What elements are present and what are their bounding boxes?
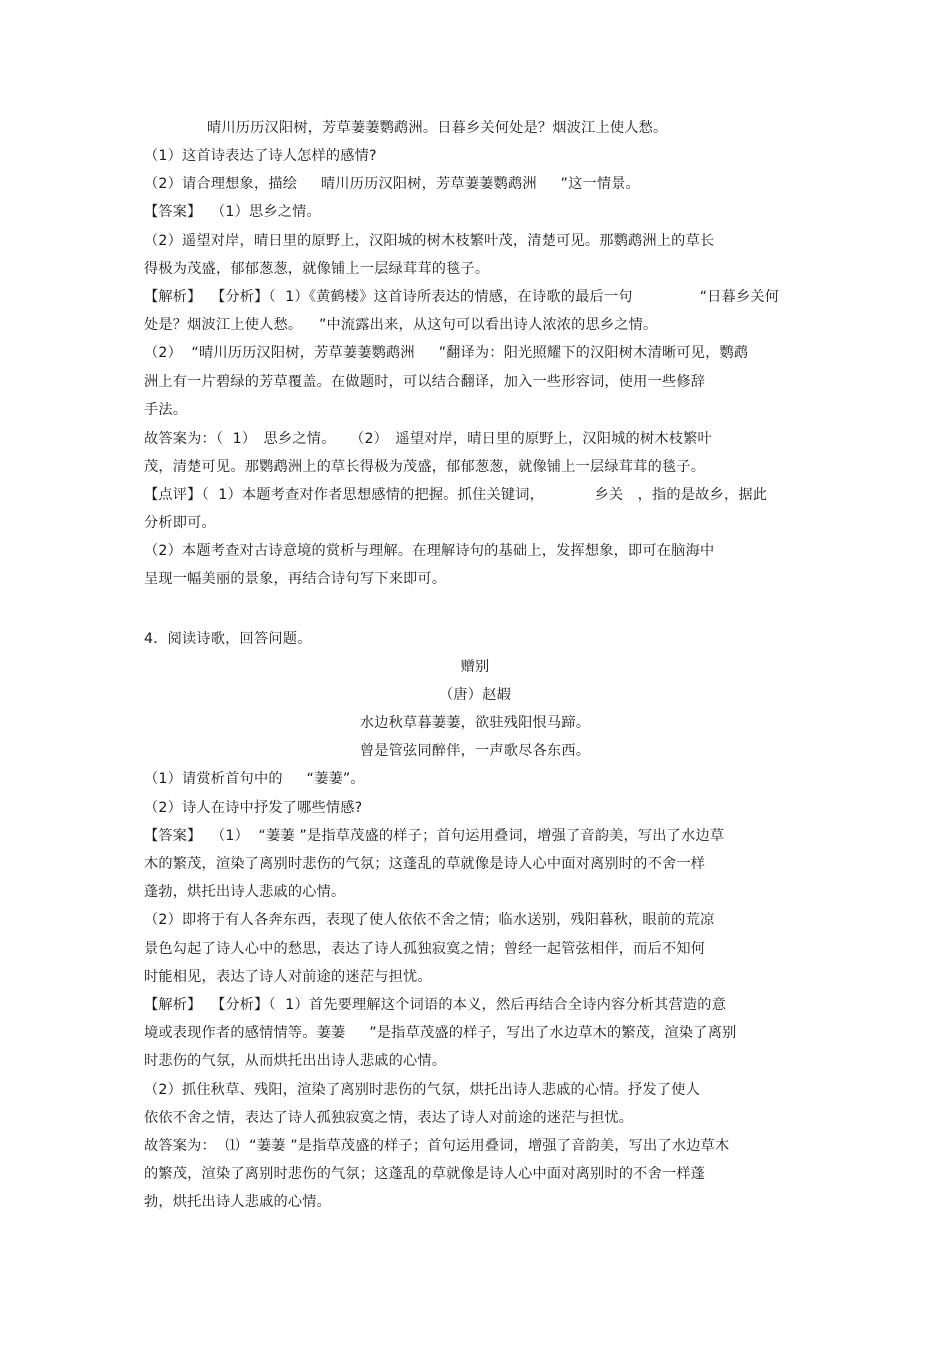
- final-answer-line: 勃，烘托出诗人悲戚的心情。: [144, 1194, 332, 1210]
- answer-line: 得极为茂盛，郁郁葱葱，就像铺上一层绿茸茸的毯子。: [144, 261, 490, 277]
- answer-line: （2）即将于有人各奔东西，表现了使人依依不舍之情；临水送别，残阳暮秋，眼前的荒凉: [144, 912, 715, 928]
- comment-line: 【点评】（ 1）本题考查对作者思想感情的把握。抓住关键词， 乡关 ，指的是故乡，据此: [144, 487, 768, 503]
- poem-title: 赠别: [460, 659, 490, 675]
- analysis-line: 手法。: [144, 402, 188, 418]
- answer-line: 时能相见，表达了诗人对前途的迷茫与担忧。: [144, 969, 432, 985]
- final-answer-line: 故答案为：（ 1） 思乡之情。 （2） 遥望对岸，晴日里的原野上，汉阳城的树木枝繁叶: [144, 431, 712, 447]
- analysis-line: 【解析】 【分析】（ 1）首先要理解这个词语的本义，然后再结合全诗内容分析其营造的意: [144, 997, 727, 1013]
- sub-question-1: （1）请赏析首句中的 “萋萋”。: [144, 771, 365, 787]
- sub-question-2: （2）诗人在诗中抒发了哪些情感?: [144, 800, 363, 816]
- answer-line: 木的繁茂，渲染了离别时悲伤的气氛；这蓬乱的草就像是诗人心中面对离别时的不舍一样: [144, 856, 706, 872]
- sub-question-2: （2）请合理想象，描绘 晴川历历汉阳树，芳草萋萋鹦鹉洲 ”这一情景。: [144, 176, 641, 192]
- analysis-line: （2）抓住秋草、残阳，渲染了离别时悲伤的气氛，烘托出诗人悲戚的心情。抒发了使人: [144, 1082, 700, 1098]
- analysis-line: 依依不舍之情，表达了诗人孤独寂寞之情，表达了诗人对前途的迷茫与担忧。: [144, 1110, 634, 1126]
- comment-line: 分析即可。: [144, 515, 216, 531]
- analysis-line: 洲上有一片碧绿的芳草覆盖。在做题时，可以结合翻译，加入一些形容词，使用一些修辞: [144, 374, 706, 390]
- analysis-line: 时悲伤的气氛，从而烘托出出诗人悲戚的心情。: [144, 1053, 447, 1069]
- analysis-line: （2） “晴川历历汉阳树，芳草萋萋鹦鹉洲 ”翻译为：阳光照耀下的汉阳树木清晰可见，鹦鹉: [144, 345, 749, 361]
- poem-author: （唐）赵嘏: [439, 687, 511, 703]
- analysis-line: 处是？烟波江上使人愁。 ”中流露出来，从这句可以看出诗人浓浓的思乡之情。: [144, 317, 658, 333]
- sub-question-1: （1）这首诗表达了诗人怎样的感情?: [144, 148, 377, 164]
- answer-line: （2）遥望对岸，晴日里的原野上，汉阳城的树木枝繁叶茂，清楚可见。那鹦鹉洲上的草长: [144, 233, 715, 249]
- answer-line: 【答案】 （1）思乡之情。: [144, 204, 321, 220]
- analysis-line: 【解析】 【分析】（ 1）《黄鹤楼》这首诗所表达的情感，在诗歌的最后一句 “日暮乡关何: [144, 289, 780, 305]
- answer-line: 蓬勃，烘托出诗人悲戚的心情。: [144, 884, 346, 900]
- analysis-line: 境或表现作者的感情情等。萋萋 ”是指草茂盛的样子，写出了水边草木的繁茂，渲染了离别: [144, 1025, 737, 1041]
- poem-line: 晴川历历汉阳树，芳草萋萋鹦鹉洲。日暮乡关何处是？烟波江上使人愁。: [207, 120, 668, 136]
- final-answer-line: 故答案为： ⑴ “萋萋 ”是指草茂盛的样子；首句运用叠词，增强了音韵美，写出了水边草木: [144, 1138, 730, 1154]
- comment-line: （2）本题考查对古诗意境的赏析与理解。在理解诗句的基础上，发挥想象，即可在脑海中: [144, 543, 715, 559]
- answer-line: 【答案】 （1） “萋萋 ”是指草茂盛的样子；首句运用叠词，增强了音韵美，写出了水边草: [144, 828, 725, 844]
- final-answer-line: 茂，清楚可见。那鹦鹉洲上的草长得极为茂盛，郁郁葱葱，就像铺上一层绿茸茸的毯子。: [144, 459, 706, 475]
- question-header: 4．阅读诗歌，回答问题。: [144, 631, 312, 647]
- poem-line: 水边秋草暮萋萋，欲驻残阳恨马蹄。: [359, 715, 591, 731]
- final-answer-line: 的繁茂，渲染了离别时悲伤的气氛；这蓬乱的草就像是诗人心中面对离别时的不舍一样蓬: [144, 1166, 706, 1182]
- comment-line: 呈现一幅美丽的景象，再结合诗句写下来即可。: [144, 571, 447, 587]
- poem-line: 曾是管弦同醉伴，一声歌尽各东西。: [359, 743, 591, 759]
- answer-line: 景色勾起了诗人心中的愁思，表达了诗人孤独寂寞之情；曾经一起管弦相伴，而后不知何: [144, 941, 706, 957]
